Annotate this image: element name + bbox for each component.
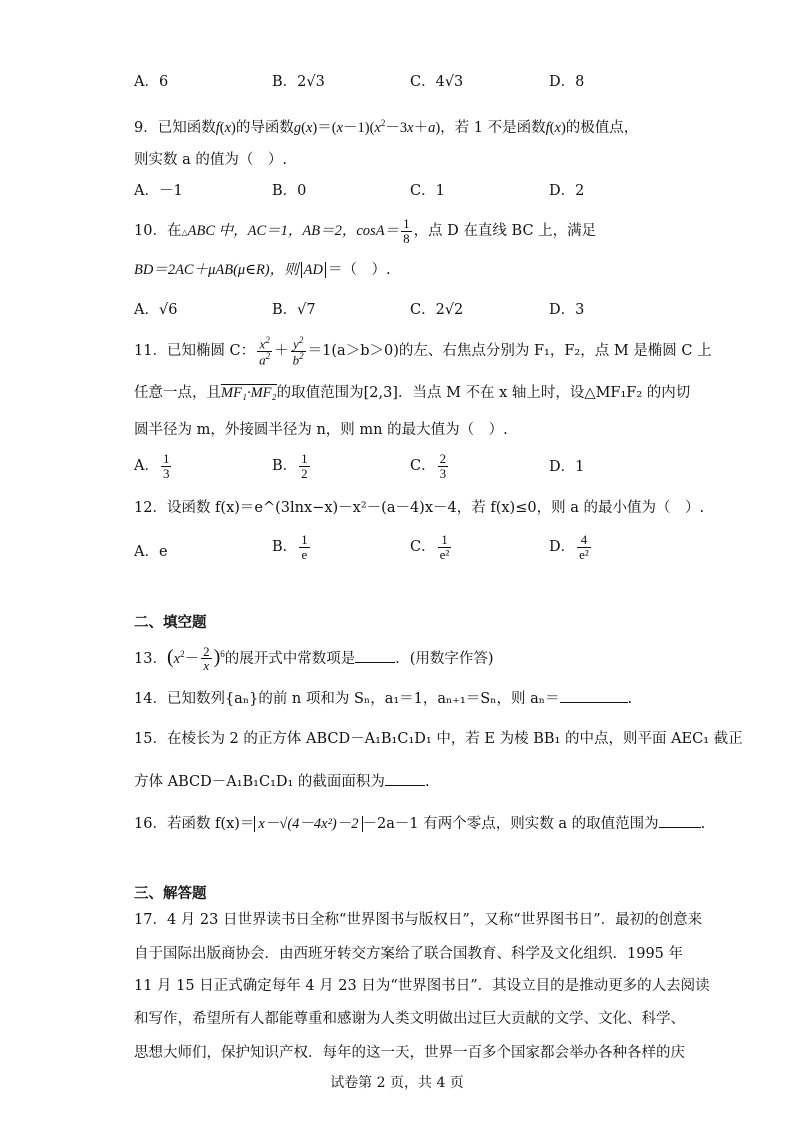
q15-blank[interactable]: [385, 771, 425, 786]
q11-option-a: A． $\frac{1}{3}$: [134, 451, 170, 481]
q10-option-c: C．2√2: [410, 302, 464, 318]
q14-blank[interactable]: [560, 688, 628, 703]
q16-abs-expr: x－√(4－4x²)－2: [254, 816, 362, 832]
q16-line: 16．若函数 f(x)＝ x－√(4－4x²)－2 －2a－1 有两个零点，则实数 a 的取值范围为 .: [134, 813, 705, 834]
q14-line: 14．已知数列{aₙ}的前 n 项和为 Sₙ，a₁＝1，aₙ₊₁＝Sₙ，则 aₙ＝ .: [134, 688, 632, 709]
q12-text: 设函数 f(x)＝e^(3lnx−x)－x²－(a－4)x－4，若 f(x)≤0，则 a 的最小值为（ ）.: [166, 500, 705, 516]
q10-fraction: [401, 217, 412, 245]
q11-option-c: C． $\frac{2}{3}$: [410, 451, 447, 481]
q11-dot-product: MF₁·MF₂: [221, 385, 277, 401]
ellipse-x-fraction: $\frac{x^2}{a^2}$: [259, 334, 271, 367]
q17-line-3: 11 月 15 日正式确定每年 4 月 23 日为“世界图书日”．其设立目的是推动更多的人去阅读: [134, 978, 710, 994]
page-footer: 试卷第 2 页，共 4 页: [330, 1075, 464, 1091]
q15-text: 方体 ABCD－A₁B₁C₁D₁ 的截面面积为: [134, 774, 385, 790]
q15-line2: 方体 ABCD－A₁B₁C₁D₁ 的截面面积为 .: [134, 771, 430, 792]
q11-option-d: D．1: [549, 459, 585, 475]
q12-line1: [134, 498, 704, 518]
q16-blank[interactable]: [659, 813, 701, 828]
q10-option-b: B．√7: [272, 302, 316, 318]
q9-number: 9．: [134, 119, 158, 136]
q12-number: 12．: [134, 500, 167, 516]
q10-text-a: 在: [166, 223, 182, 239]
q17-line-4: 和写作，希望所有人都能尊重和感谢为人类文明做出过巨大贡献的文学、文化、科学、: [134, 1011, 685, 1027]
q12-option-b: B． $\frac{1}{e}$: [272, 532, 308, 562]
q8-option-c: C．4√3: [410, 74, 464, 90]
q10-frac-num: 1: [403, 215, 410, 231]
q11-text-b: ＝1(a＞b＞0)的左、右焦点分别为 F₁，F₂，点 M 是椭圆 C 上: [307, 343, 712, 359]
q9-line2: 则实数 a 的值为（ ）.: [134, 152, 287, 168]
ellipse-y-fraction: $\frac{y^2}{b^2}$: [292, 334, 304, 367]
q9-text-c: ，若 1 不是函数: [440, 119, 546, 136]
q10-text-b: ABC 中，: [187, 223, 248, 239]
q11-number: 11．: [134, 343, 167, 359]
q10-abs-ad: AD: [301, 262, 326, 278]
section-3-title: 三、解答题: [134, 885, 207, 902]
q13-line: 13．($x^2-$ $\frac{2}{x}$ )$^6$的展开式中常数项是 ．(用数字作答): [134, 643, 494, 674]
q9-text-b: 的导函数: [235, 119, 294, 136]
q8-option-a: A．6: [134, 74, 169, 90]
q10-line1: [134, 216, 596, 248]
q10-number: 10．: [134, 223, 167, 239]
q11-option-b: B． $\frac{1}{2}$: [272, 451, 308, 481]
triangle-icon: △: [181, 228, 188, 237]
q15-line1: 15．在棱长为 2 的正方体 ABCD－A₁B₁C₁D₁ 中，若 E 为棱 BB₁ 的中点，则平面 AEC₁ 截正: [134, 731, 743, 747]
q9-option-d: D．2: [549, 183, 585, 199]
q11-line1: 11．已知椭圆 C： $\frac{x^2}{a^2}$ ＋ $\frac{y^2}{b^2}$ ＝1(a＞b＞0)的左、右焦点分别为 F₁，F₂，点 M 是椭圆 C 上: [134, 334, 712, 367]
q11-line2: [134, 383, 690, 403]
q11-line3: 圆半径为 m，外接圆半径为 n，则 mn 的最大值为（ ）.: [134, 422, 508, 438]
q9-line1: 9．已知函数f(x)的导函数$g(x)=(x-1)(x^2-3x+a)$，若 1 不是函数f(x)的极值点，: [134, 118, 639, 136]
q10-text-d: ，点 D 在直线 BC 上，满足: [413, 223, 597, 239]
section-2-title: 二、填空题: [134, 614, 207, 631]
q12-option-a: A．e: [134, 544, 168, 560]
q13-text-a: 的展开式中常数项是: [224, 650, 356, 667]
q17-line-5: 思想大师们，保护知识产权．每年的这一天，世界一百多个国家都会举办各种各样的庆: [134, 1045, 685, 1061]
q9-option-c: C．1: [410, 183, 445, 199]
q13-blank[interactable]: [355, 648, 395, 663]
q10-frac-den: 8: [403, 230, 410, 246]
q12-option-c: C． $\frac{1}{\text{e²}}$: [410, 532, 450, 562]
q8-option-b: B．2√3: [272, 74, 325, 90]
q10-text-c: AC＝1，AB＝2，cosA＝: [247, 223, 400, 239]
q9-option-a: A．－1: [134, 183, 183, 199]
q9-text-d: 的极值点，: [565, 119, 639, 136]
q9-option-b: B．0: [272, 183, 307, 199]
q11-text-d: 的取值范围为[2,3]．当点 M 不在 x 轴上时，设△MF₁F₂ 的内切: [276, 385, 691, 401]
q12-option-d: D． $\frac{4}{\text{e²}}$: [549, 532, 589, 562]
q8-option-d: D．8: [549, 74, 585, 90]
q16-text-b: －2a－1 有两个零点，则实数 a 的取值范围为: [362, 816, 659, 832]
q16-text-a: 16．若函数 f(x)＝: [134, 816, 255, 832]
q14-text: 14．已知数列{aₙ}的前 n 项和为 Sₙ，a₁＝1，aₙ₊₁＝Sₙ，则 aₙ＝: [134, 691, 560, 707]
q10-vector-expr: BD＝2AC＋μAB(μ∈R)，则: [134, 262, 299, 278]
q11-text-c: 任意一点，且: [134, 385, 221, 401]
q10-text-end: ＝（ ）.: [327, 262, 391, 278]
q13-text-b: ．(用数字作答): [395, 650, 494, 667]
q9-text-a: 已知函数: [157, 119, 216, 136]
q10-line2: [134, 260, 391, 280]
q11-text-a: 已知椭圆 C：: [166, 343, 256, 359]
q17-line-1: 17．4 月 23 日世界读书日全称“世界图书与版权日”，又称“世界图书日”．最初的创意来: [134, 912, 703, 928]
q17-line-2: 自于国际出版商协会．由西班牙转交方案给了联合国教育、科学及文化组织．1995 年: [134, 946, 684, 962]
q10-option-a: A．√6: [134, 302, 178, 318]
q13-number: 13．: [134, 650, 167, 667]
q10-option-d: D．3: [549, 302, 585, 318]
